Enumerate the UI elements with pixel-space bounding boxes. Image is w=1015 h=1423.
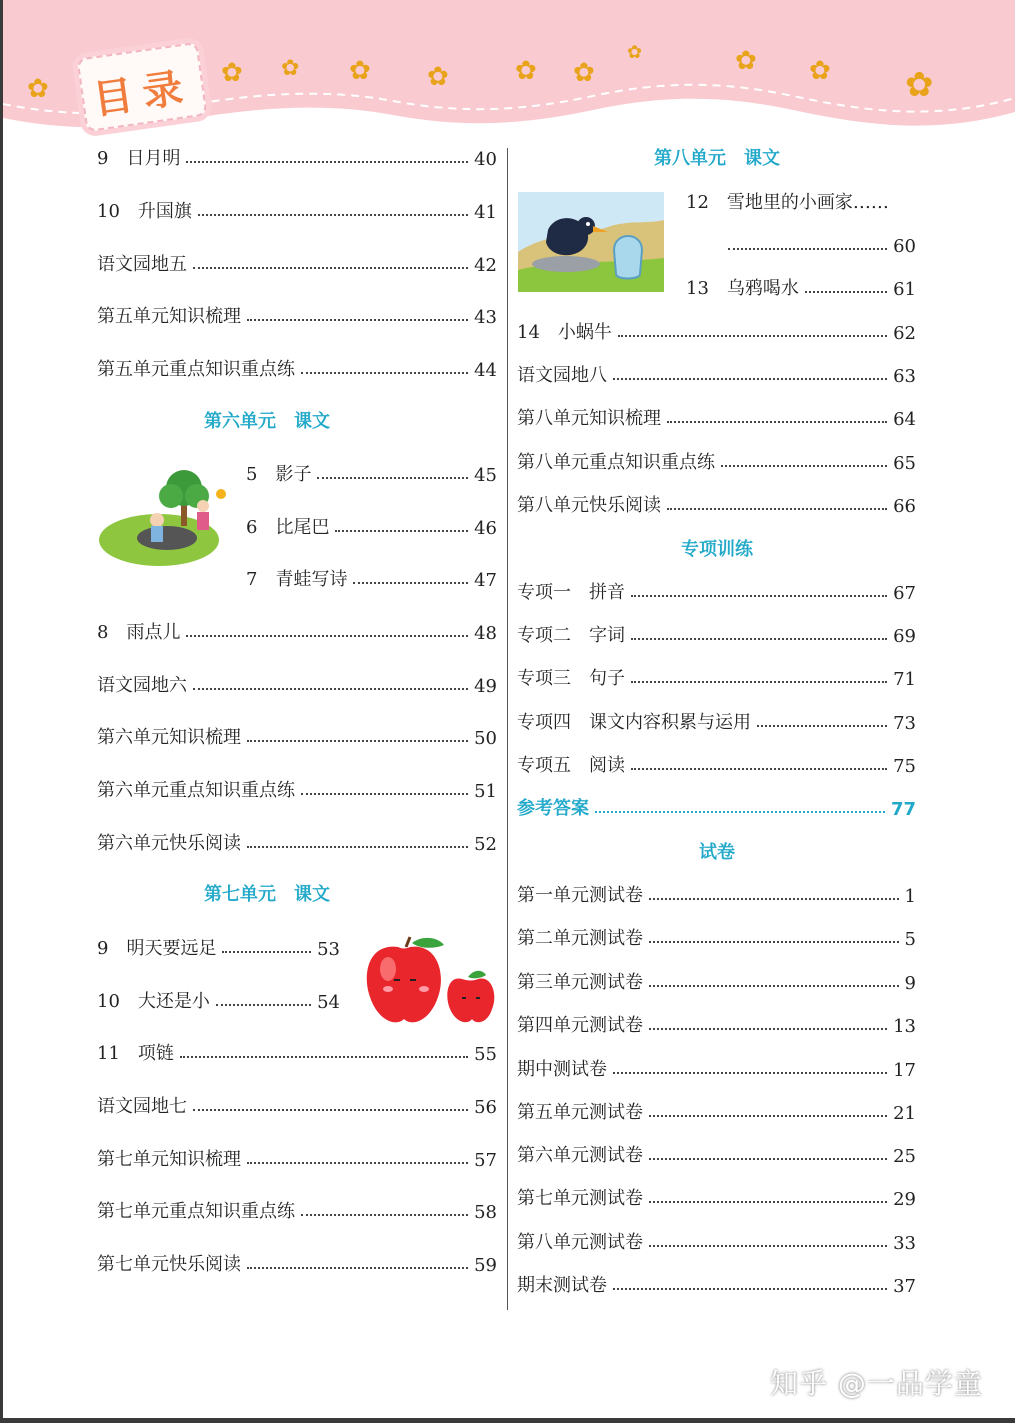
toc-entry[interactable]: 8 雨点儿 48 <box>97 622 497 644</box>
column-divider <box>507 148 508 1310</box>
toc-entry[interactable]: 期中测试卷 17 <box>517 1059 916 1081</box>
toc-entry[interactable]: 第八单元快乐阅读 66 <box>517 495 916 517</box>
toc-entry[interactable]: 10 大还是小 54 <box>97 991 340 1013</box>
toc-entry[interactable]: 第五单元重点知识重点练 44 <box>97 359 497 381</box>
sunflower-icon: ✿ <box>221 58 243 88</box>
toc-entry[interactable]: 第一单元测试卷 1 <box>517 885 916 907</box>
sunflower-icon: ✿ <box>809 56 831 86</box>
toc-entry[interactable]: 专项五 阅读 75 <box>517 755 916 777</box>
toc-entry[interactable]: 第七单元测试卷 29 <box>517 1188 916 1210</box>
sunflower-icon: ✿ <box>735 46 757 76</box>
toc-entry[interactable]: 5 影子 45 <box>246 464 497 486</box>
toc-entry[interactable]: 专项一 拼音 67 <box>517 582 916 604</box>
toc-entry[interactable]: 专项四 课文内容积累与运用 73 <box>517 712 916 734</box>
toc-entry[interactable]: 第七单元快乐阅读 59 <box>97 1254 497 1276</box>
toc-entry[interactable]: 专项三 句子 71 <box>517 668 916 690</box>
toc-entry[interactable]: 7 青蛙写诗 47 <box>246 569 497 591</box>
sunflower-icon: ✿ <box>573 58 595 88</box>
toc-entry[interactable]: 13 乌鸦喝水 61 <box>686 278 916 300</box>
toc-entry[interactable]: 第七单元知识梳理 57 <box>97 1149 497 1171</box>
section-heading-unit6: 第六单元 课文 <box>204 411 330 432</box>
crow-with-pitcher-illustration <box>518 192 664 292</box>
sunflower-icon: ✿ <box>427 62 449 92</box>
toc-entry[interactable]: 9 明天要远足 53 <box>97 938 340 960</box>
header-band <box>3 0 1015 135</box>
toc-entry[interactable]: 第六单元测试卷 25 <box>517 1145 916 1167</box>
toc-entry[interactable]: 语文园地六 49 <box>97 675 497 697</box>
section-heading-special: 专项训练 <box>681 539 753 560</box>
toc-entry[interactable]: 11 项链 55 <box>97 1043 497 1065</box>
sunflower-icon: ✿ <box>281 56 300 81</box>
toc-entry[interactable]: 第六单元知识梳理 50 <box>97 727 497 749</box>
page-title: 目录 <box>90 64 196 124</box>
toc-entry[interactable]: 6 比尾巴 46 <box>246 517 497 539</box>
toc-entry[interactable]: 10 升国旗 41 <box>97 201 497 223</box>
toc-entry[interactable]: 第八单元测试卷 33 <box>517 1232 916 1254</box>
toc-entry[interactable]: 期末测试卷 37 <box>517 1275 916 1297</box>
sunflower-icon: ✿ <box>905 65 934 105</box>
toc-entry[interactable]: 语文园地七 56 <box>97 1096 497 1118</box>
toc-entry[interactable]: 第四单元测试卷 13 <box>517 1015 916 1037</box>
section-heading-unit7: 第七单元 课文 <box>204 884 330 905</box>
sunflower-icon: ✿ <box>627 42 643 63</box>
toc-entry[interactable]: 第三单元测试卷 9 <box>517 972 916 994</box>
toc-entry[interactable]: 60 <box>728 229 916 257</box>
apples-illustration <box>358 935 498 1030</box>
section-heading-tests: 试卷 <box>699 842 735 863</box>
toc-entry[interactable]: 第五单元测试卷 21 <box>517 1102 916 1124</box>
section-heading-unit8: 第八单元 课文 <box>654 148 780 169</box>
toc-entry[interactable]: 第七单元重点知识重点练 58 <box>97 1201 497 1223</box>
girl-with-tree-illustration <box>97 458 232 570</box>
sunflower-icon: ✿ <box>515 56 537 86</box>
toc-entry[interactable]: 第五单元知识梳理 43 <box>97 306 497 328</box>
toc-entry[interactable]: 第六单元重点知识重点练 51 <box>97 780 497 802</box>
toc-entry[interactable]: 语文园地五 42 <box>97 254 497 276</box>
toc-entry[interactable]: 第六单元快乐阅读 52 <box>97 833 497 855</box>
page-frame-left <box>0 0 3 1423</box>
toc-entry[interactable]: 14 小蜗牛 62 <box>517 322 916 344</box>
toc-entry[interactable]: 专项二 字词 69 <box>517 625 916 647</box>
toc-entry[interactable]: 第二单元测试卷 5 <box>517 928 916 950</box>
sunflower-icon: ✿ <box>27 74 49 104</box>
sunflower-icon: ✿ <box>349 56 371 86</box>
toc-entry-answers[interactable]: 参考答案 77 <box>517 798 916 820</box>
page-frame-bottom <box>0 1418 1015 1423</box>
toc-entry[interactable]: 语文园地八 63 <box>517 365 916 387</box>
toc-entry[interactable]: 第八单元知识梳理 64 <box>517 408 916 430</box>
toc-entry[interactable]: 第八单元重点知识重点练 65 <box>517 452 916 474</box>
toc-entry[interactable]: 9 日月明 40 <box>97 148 497 170</box>
watermark-text: 知乎 @一品学童 <box>770 1367 983 1400</box>
toc-entry-label[interactable]: 12 雪地里的小画家…… <box>686 192 889 213</box>
